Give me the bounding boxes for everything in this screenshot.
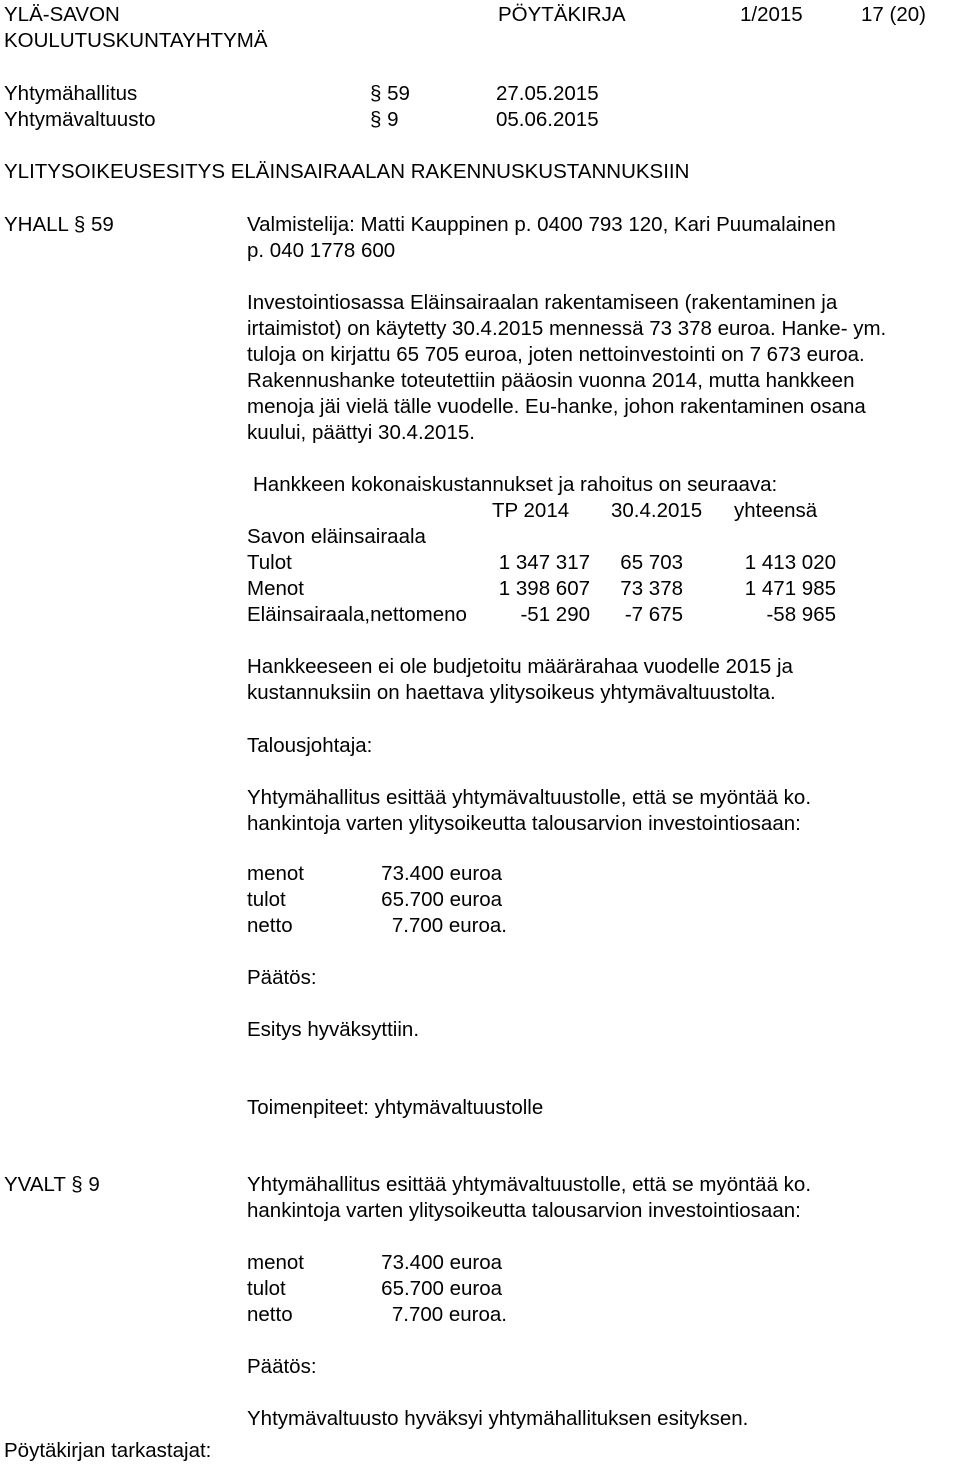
table-cell: -7 675 bbox=[624, 603, 683, 626]
meeting-date: 05.06.2015 bbox=[496, 108, 599, 131]
amount-label: tulot bbox=[247, 1277, 286, 1300]
document-type: PÖYTÄKIRJA bbox=[498, 3, 626, 26]
table-cell: 65 703 bbox=[620, 551, 683, 574]
budget-line: kustannuksiin on haettava ylitysoikeus yhtymävaltuustolta. bbox=[247, 681, 776, 704]
organization-name: YLÄ-SAVON bbox=[4, 3, 120, 26]
table-row-label: Tulot bbox=[247, 551, 292, 574]
table-cell: -58 965 bbox=[766, 603, 836, 626]
body-line: Investointiosassa Eläinsairaalan rakentamiseen (rakentaminen ja bbox=[247, 291, 838, 314]
section-reference: YVALT § 9 bbox=[4, 1173, 100, 1196]
meeting-body: Yhtymähallitus bbox=[4, 82, 138, 105]
body-line: tuloja on kirjattu 65 705 euroa, joten nettoinvestointi on 7 673 euroa. bbox=[247, 343, 865, 366]
amount-label: tulot bbox=[247, 888, 286, 911]
amount-label: menot bbox=[247, 862, 304, 885]
reviewers-label: Pöytäkirjan tarkastajat: bbox=[4, 1439, 212, 1462]
decision-label: Päätös: bbox=[247, 966, 317, 989]
body-line: irtaimistot) on käytetty 30.4.2015 mennessä 73 378 euroa. Hanke- ym. bbox=[247, 317, 887, 340]
table-header: yhteensä bbox=[734, 499, 818, 522]
table-cell: 1 398 607 bbox=[498, 577, 590, 600]
amount-label: netto bbox=[247, 914, 293, 937]
decision-text: Esitys hyväksyttiin. bbox=[247, 1018, 420, 1041]
meeting-date: 27.05.2015 bbox=[496, 82, 599, 105]
amount-label: menot bbox=[247, 1251, 304, 1274]
body-line: Rakennushanke toteutettiin pääosin vuonna 2014, mutta hankkeen bbox=[247, 369, 855, 392]
meeting-section: § 59 bbox=[370, 82, 410, 105]
preparer-line: p. 040 1778 600 bbox=[247, 239, 396, 262]
body-line: menoja jäi vielä tälle vuodelle. Eu-hanke, johon rakentaminen osana bbox=[247, 395, 866, 418]
meeting-section: § 9 bbox=[370, 108, 399, 131]
section-reference: YHALL § 59 bbox=[4, 213, 114, 236]
proposal-line: hankintoja varten ylitysoikeutta talousarvion investointiosaan: bbox=[247, 1199, 801, 1222]
table-cell: 1 471 985 bbox=[744, 577, 836, 600]
table-header: TP 2014 bbox=[492, 499, 570, 522]
page-number: 17 (20) bbox=[861, 3, 926, 26]
proposal-line: Yhtymähallitus esittää yhtymävaltuustolle, että se myöntää ko. bbox=[247, 786, 812, 809]
document-title: YLITYSOIKEUSESITYS ELÄINSAIRAALAN RAKENNUSKUSTANNUKSIIN bbox=[4, 160, 690, 183]
amount-label: netto bbox=[247, 1303, 293, 1326]
organization-name-line2: KOULUTUSKUNTAYHTYMÄ bbox=[4, 29, 268, 52]
table-cell: -51 290 bbox=[520, 603, 590, 626]
proposal-line: Yhtymähallitus esittää yhtymävaltuustolle, että se myöntää ko. bbox=[247, 1173, 812, 1196]
table-intro: Hankkeen kokonaiskustannukset ja rahoitus on seuraava: bbox=[253, 473, 778, 496]
decision-label: Päätös: bbox=[247, 1355, 317, 1378]
amount-value: 7.700 euroa. bbox=[391, 914, 507, 937]
proposal-line: hankintoja varten ylitysoikeutta talousarvion investointiosaan: bbox=[247, 812, 801, 835]
table-header: 30.4.2015 bbox=[611, 499, 703, 522]
amount-value: 65.700 euroa bbox=[381, 888, 502, 911]
table-cell: 1 347 317 bbox=[498, 551, 590, 574]
actions-text: Toimenpiteet: yhtymävaltuustolle bbox=[247, 1096, 544, 1119]
meeting-body: Yhtymävaltuusto bbox=[4, 108, 156, 131]
amount-value: 65.700 euroa bbox=[381, 1277, 502, 1300]
body-line: kuului, päättyi 30.4.2015. bbox=[247, 421, 475, 444]
amount-value: 73.400 euroa bbox=[381, 862, 502, 885]
document-number: 1/2015 bbox=[740, 3, 803, 26]
proposer-label: Talousjohtaja: bbox=[247, 734, 373, 757]
table-row-label: Eläinsairaala,nettomeno bbox=[247, 603, 467, 626]
amount-value: 73.400 euroa bbox=[381, 1251, 502, 1274]
budget-line: Hankkeeseen ei ole budjetoitu määrärahaa vuodelle 2015 ja bbox=[247, 655, 793, 678]
amount-value: 7.700 euroa. bbox=[391, 1303, 507, 1326]
table-row-label: Menot bbox=[247, 577, 304, 600]
preparer-line: Valmistelija: Matti Kauppinen p. 0400 793 120, Kari Puumalainen bbox=[247, 213, 836, 236]
table-cell: 1 413 020 bbox=[744, 551, 836, 574]
decision-text: Yhtymävaltuusto hyväksyi yhtymähallituksen esityksen. bbox=[247, 1407, 749, 1430]
table-group-label: Savon eläinsairaala bbox=[247, 525, 426, 548]
table-cell: 73 378 bbox=[620, 577, 683, 600]
